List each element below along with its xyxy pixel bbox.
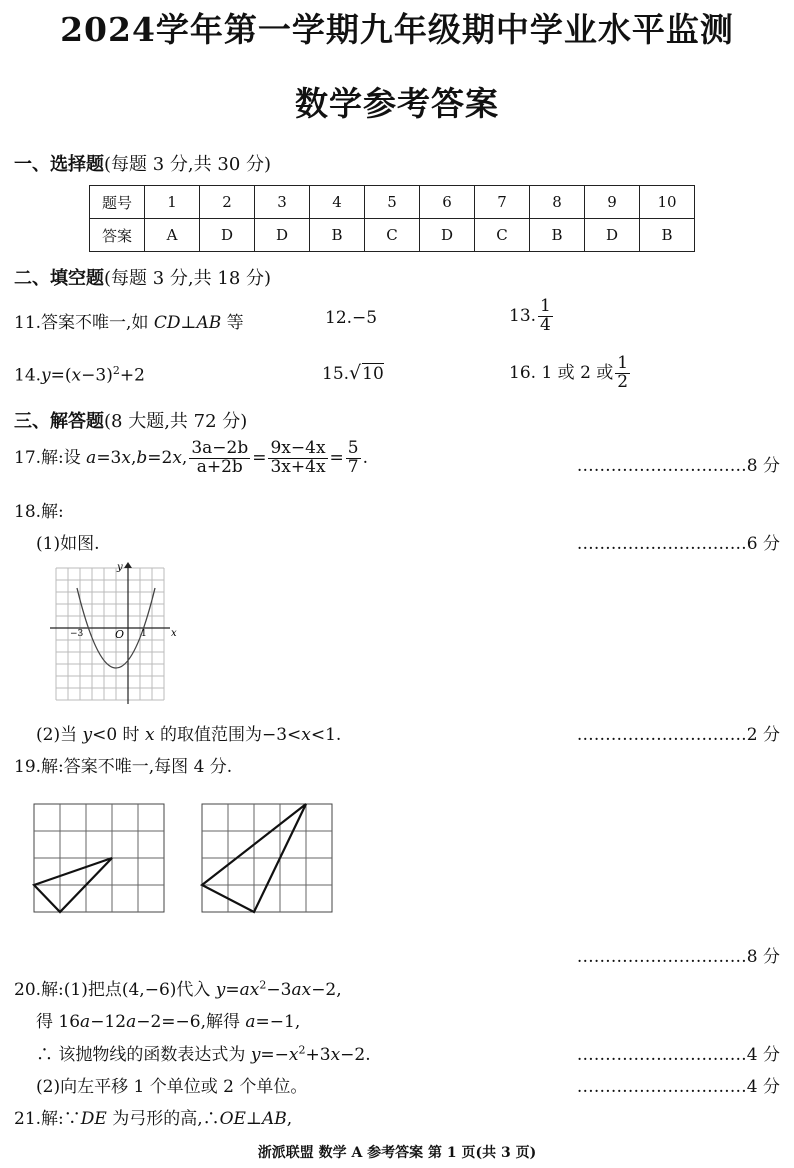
answer-text: 15. <box>322 364 350 384</box>
answer-text: −3 <box>266 980 292 1000</box>
answer-text: 2 <box>298 1043 306 1057</box>
table-cell: C <box>365 219 420 252</box>
answer-20-line3 <box>36 1040 371 1065</box>
answer-text: AB <box>261 1109 287 1129</box>
page-title: 2024学年第一学期九年级期中学业水平监测 <box>60 10 734 49</box>
answer-text: x <box>71 365 82 386</box>
table-cell: 8 <box>530 186 585 219</box>
answer-text: OE <box>219 1109 246 1129</box>
answer-text: =− <box>260 1045 289 1065</box>
table-cell: 10 <box>640 186 695 219</box>
answer-text: AB <box>196 313 222 333</box>
table-row <box>90 186 695 219</box>
section-3-title: 三、解答题 <box>14 411 104 432</box>
table-cell: C <box>475 219 530 252</box>
answer-text: x <box>288 1045 299 1065</box>
table-cell: 6 <box>420 186 475 219</box>
answer-14 <box>14 364 145 386</box>
section-2-title: 二、填空题 <box>14 268 104 289</box>
answer-text: 17.解:设 <box>14 447 87 468</box>
answer-text: 的取值范围为−3< <box>154 725 302 745</box>
answer-text: ax <box>291 980 312 1000</box>
table-cell: B <box>530 219 585 252</box>
score-20-2: …………………………4 分 <box>576 1077 780 1097</box>
table-cell: D <box>420 219 475 252</box>
answer-table <box>89 185 695 252</box>
answer-text: <0 时 <box>92 725 145 745</box>
score-20-1: …………………………4 分 <box>576 1045 780 1065</box>
answer-text: , <box>286 1109 293 1129</box>
table-row <box>90 219 695 252</box>
section-1-heading <box>14 150 271 176</box>
answer-text: −2. <box>340 1045 371 1065</box>
answer-12: 12.−5 <box>325 308 378 328</box>
answer-20-line4: (2)向左平移 1 个单位或 2 个单位。 <box>36 1077 308 1097</box>
table-cell: 3 <box>255 186 310 219</box>
answer-text: <1. <box>310 725 342 745</box>
tick-label-1: 1 <box>141 629 147 639</box>
answer-text: b <box>136 447 148 468</box>
table-cell: A <box>145 219 200 252</box>
table-cell: 1 <box>145 186 200 219</box>
table-cell: B <box>310 219 365 252</box>
fraction-numerator: 9x−4x <box>270 438 326 458</box>
answer-text: =−1, <box>255 1012 301 1032</box>
answer-text: x <box>144 725 155 745</box>
answer-text: x <box>172 447 182 468</box>
fraction-numerator: 3a−2b <box>191 438 249 458</box>
answer-text: =2 <box>147 447 173 468</box>
answer-text: a <box>86 447 97 468</box>
score-18-2: …………………………2 分 <box>576 725 780 745</box>
answer-text: , <box>181 447 188 468</box>
fraction-numerator: 1 <box>540 296 551 316</box>
answer-text: y <box>41 365 51 386</box>
answer-text: = <box>225 980 240 1000</box>
answer-text: , <box>130 447 137 468</box>
answer-text: = <box>329 447 344 468</box>
origin-label: O <box>115 628 125 641</box>
table-cell: 4 <box>310 186 365 219</box>
section-1-note: (每题 3 分,共 30 分) <box>104 154 272 175</box>
fraction-denominator: 7 <box>347 456 359 477</box>
fraction-denominator: 3x+4x <box>270 456 326 477</box>
answer-text: +2 <box>119 365 145 386</box>
table-cell: B <box>640 219 695 252</box>
score-18-1: …………………………6 分 <box>576 534 780 554</box>
answer-text: a <box>126 1012 137 1032</box>
answer-text: 2 <box>112 364 120 377</box>
grid-figure-2 <box>202 804 332 912</box>
answer-text: −2=−6,解得 <box>136 1012 246 1032</box>
answer-text: =3 <box>96 447 122 468</box>
answer-text: 2 <box>259 978 267 992</box>
table-cell: 7 <box>475 186 530 219</box>
table-cell: 5 <box>365 186 420 219</box>
answer-18-part1: (1)如图. <box>36 534 100 554</box>
fraction-numerator: 5 <box>347 438 359 458</box>
answer-text: y <box>82 725 93 745</box>
y-axis-label: y <box>117 562 123 573</box>
answer-text: 等 <box>221 313 244 333</box>
fraction-numerator: 1 <box>617 353 629 373</box>
score-17: …………………………8 分 <box>576 456 780 476</box>
table-cell: 9 <box>585 186 640 219</box>
answer-text: . <box>362 447 369 468</box>
answer-text: x <box>301 725 311 745</box>
answer-text: DE <box>80 1109 107 1129</box>
answer-text: =( <box>50 365 72 386</box>
answer-11 <box>14 308 244 333</box>
table-cell: D <box>255 219 310 252</box>
answer-text: a <box>80 1012 91 1032</box>
answer-text: (2)当 <box>36 725 83 745</box>
answer-13 <box>509 298 555 335</box>
answer-text: 为弓形的高,∴ <box>106 1109 220 1129</box>
answer-15: 15.√10 <box>322 362 384 384</box>
parabola-graph <box>44 560 180 708</box>
answer-text: = <box>252 447 267 468</box>
page-subtitle: 数学参考答案 <box>295 84 499 123</box>
table-header-cell: 题号 <box>90 186 145 219</box>
answer-17 <box>14 440 368 477</box>
answer-text: ax <box>239 980 260 1000</box>
answer-text: x <box>121 447 131 468</box>
answer-21 <box>14 1104 292 1129</box>
radicand: 10 <box>362 364 384 384</box>
answer-text: −2, <box>311 980 342 1000</box>
fraction-denominator: a+2b <box>196 456 243 477</box>
answer-text: 14. <box>14 365 42 386</box>
section-2-note: (每题 3 分,共 18 分) <box>104 268 272 289</box>
answer-16 <box>509 355 632 392</box>
table-header-cell: 答案 <box>90 219 145 252</box>
section-3-note: (8 大题,共 72 分) <box>104 411 248 432</box>
answer-20-line1 <box>14 975 342 1000</box>
answer-text: 得 16 <box>36 1012 81 1032</box>
answer-text: +3 <box>305 1045 331 1065</box>
table-cell: D <box>585 219 640 252</box>
table-cell: 2 <box>200 186 255 219</box>
answer-text: CD <box>153 313 181 333</box>
answer-text: x <box>330 1045 341 1065</box>
answer-text: ⊥ <box>245 1109 262 1129</box>
answer-text: 16. 1 或 2 或 <box>509 362 614 383</box>
triangle-figures <box>24 784 334 932</box>
answer-text: −3) <box>81 365 113 386</box>
grid-figure-1 <box>34 804 164 912</box>
table-cell: D <box>200 219 255 252</box>
tick-label-neg3: −3 <box>70 629 84 639</box>
answer-18-head: 18.解: <box>14 502 64 522</box>
answer-text: 21.解:∵ <box>14 1109 81 1129</box>
y-axis-arrow <box>124 562 132 568</box>
section-3-heading <box>14 407 247 433</box>
answer-19-head: 19.解:答案不唯一,每图 4 分. <box>14 757 233 777</box>
answer-text: 20.解:(1)把点(4,−6)代入 <box>14 980 216 1000</box>
page-footer: 浙派联盟 数学 A 参考答案 第 1 页(共 3 页) <box>257 1145 537 1161</box>
answer-18-part2 <box>36 720 341 745</box>
answer-text: ⊥ <box>180 313 197 333</box>
section-2-heading <box>14 264 271 290</box>
score-19: …………………………8 分 <box>576 947 780 967</box>
fraction-denominator: 4 <box>540 314 551 335</box>
answer-text: a <box>245 1012 256 1032</box>
x-axis-label: x <box>171 628 177 639</box>
answer-text: ∴ 该抛物线的函数表达式为 <box>36 1045 251 1065</box>
fraction-denominator: 2 <box>617 371 629 392</box>
answer-text: y <box>215 980 226 1000</box>
answer-20-line2 <box>36 1007 300 1032</box>
answer-text: 13. <box>509 305 537 326</box>
answer-text: 11.答案不唯一,如 <box>14 313 154 333</box>
section-1-title: 一、选择题 <box>14 154 104 175</box>
answer-text: y <box>250 1045 261 1065</box>
answer-text: −12 <box>90 1012 127 1032</box>
